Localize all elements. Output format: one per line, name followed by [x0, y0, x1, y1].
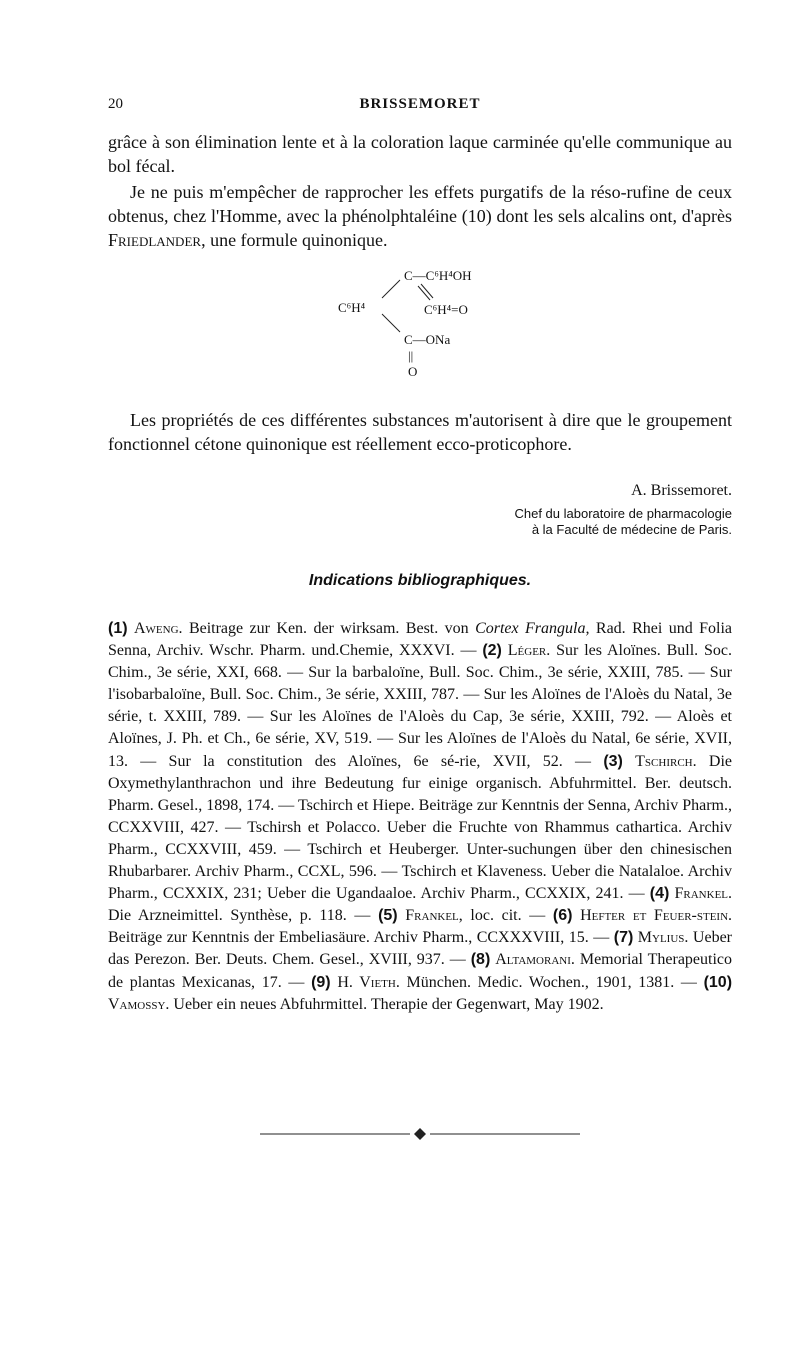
bib-entry: (5) Frankel, loc. cit. — — [378, 907, 546, 925]
page-header — [108, 96, 732, 118]
bib-entry: (8) Altamorani. Memorial Therapeutico de plantas Mexicanas, 17. — — [108, 951, 733, 991]
paragraph-3: Les propriétés de ces différentes substances m'autorisent à dire que le groupement fonctionnel cétone quinonique est réellement ecco-proticophore. — [108, 410, 732, 454]
end-ornament-rule — [260, 1126, 580, 1142]
bib-entry: (9) H. Vieth. München. Medic. Wochen., 1901, 1381. — — [311, 973, 697, 991]
formula-top-group: C—C⁶H⁴OH — [404, 268, 472, 283]
paragraph-2 — [108, 180, 732, 252]
formula-oxygen: O — [408, 364, 418, 379]
bib-entry: (10) Vamossy. Ueber ein neues Abfuhrmittel. Therapie der Gegenwart, May 1902. — [108, 973, 733, 1013]
bib-entry: (1) Aweng. Beitrage zur Ken. der wirksam. Best. von Cortex Frangula, Rad. Rhei und Folia Senna, Archiv. Wschr. Pharm. und.Chemie, XXXVI. — — [108, 620, 733, 660]
signature-affiliation-2: à la Faculté de médecine de Paris. — [531, 522, 732, 537]
signature-name: A. Brissemoret. — [631, 482, 732, 499]
bib-entry: (6) Hefter et Feuer-stein. Beiträge zur Kenntnis der Embeliasäure. Archiv Pharm., CCXXXVIII, 15. — — [108, 907, 733, 947]
bib-entry: (4) Frankel. Die Arzneimittel. Synthèse, p. 118. — — [108, 885, 733, 925]
chemical-formula — [320, 262, 560, 382]
formula-double-bond: || — [408, 348, 414, 363]
page-number: 20 — [108, 96, 123, 112]
formula-right-group: C⁶H⁴=O — [424, 302, 468, 317]
bib-entry: (3) Tschirch. Die Oxymethylanthrachon und ihre Bedeutung fur einige organisch. Abfuhrmittel. Ber. deutsch. Pharm. Gesel., 1898, 174. — Tschirch et Hiepe. Beiträge zur Kenntnis der Senna, Archiv Pharm., CCXXVIII, 427. — Tschirsh et Polacco. Ueber die Fruchte von Rhammus cathartica. Archiv Pharm., CCXXVIII, 459. — Tschirch et Heuberger. Unter-suchungen über den chinesischen Rhubarbarer. Archiv Pharm., CCXL, 596. — Tschirch et Klaveness. Ueber die Natalaloe. Archiv Pharm., CCXXIX, 231; Ueber die Ugandaaloe. Archiv Pharm., CCXXIX, 241. — — [108, 752, 732, 903]
bib-entry: (2) Léger. Sur les Aloïnes. Bull. Soc. Chim., 3e série, XXI, 668. — Sur la barbaloïne, Bull. Soc. Chim., 3e série, XXIII, 785. — Sur l'isobarbaloïne, Bull. Soc. Chim., 3e série, XXIII, 787. — Sur les Aloïnes de l'Aloès du Natal, 3e série, t. XXIII, 789. — Sur les Aloïnes de l'Aloès du Cap, 3e série, XXIII, 792. — Aloès et Aloïnes, J. Ph. et Ch., 6e série, XV, 519. — Sur les Aloïnes de l'Aloès du Natal, 6e série, XVII, 13. — Sur la constitution des Aloïnes, 6e sé-rie, XVII, 52. — — [108, 642, 733, 770]
bibliography-title: Indications bibliographiques. — [308, 572, 532, 589]
bibliography-list — [108, 618, 732, 1016]
author-friedlander: Friedlander — [108, 230, 202, 250]
bib-entry: (7) Mylius. Ueber das Perezon. Ber. Deuts. Chem. Gesel., XVIII, 937. — — [108, 929, 733, 969]
signature-affiliation-1: Chef du laboratoire de pharmacologie — [514, 506, 732, 521]
paragraph-1: grâce à son élimination lente et à la coloration laque carminée qu'elle communique au bol fécal. — [108, 132, 732, 176]
paragraph-2-start: Je ne puis m'empêcher de rapprocher les effets purgatifs de la réso-rufine de ceux obtenus, chez l'Homme, avec la phénolphtaléine (10) dont les sels alcalins ont, d'après — [108, 182, 732, 226]
paragraph-2-end: , une formule quinonique. — [201, 230, 388, 250]
running-head: BRISSEMORET — [359, 96, 481, 112]
formula-left-group: C⁶H⁴ — [338, 300, 366, 315]
formula-bottom-group: C—ONa — [404, 332, 451, 347]
